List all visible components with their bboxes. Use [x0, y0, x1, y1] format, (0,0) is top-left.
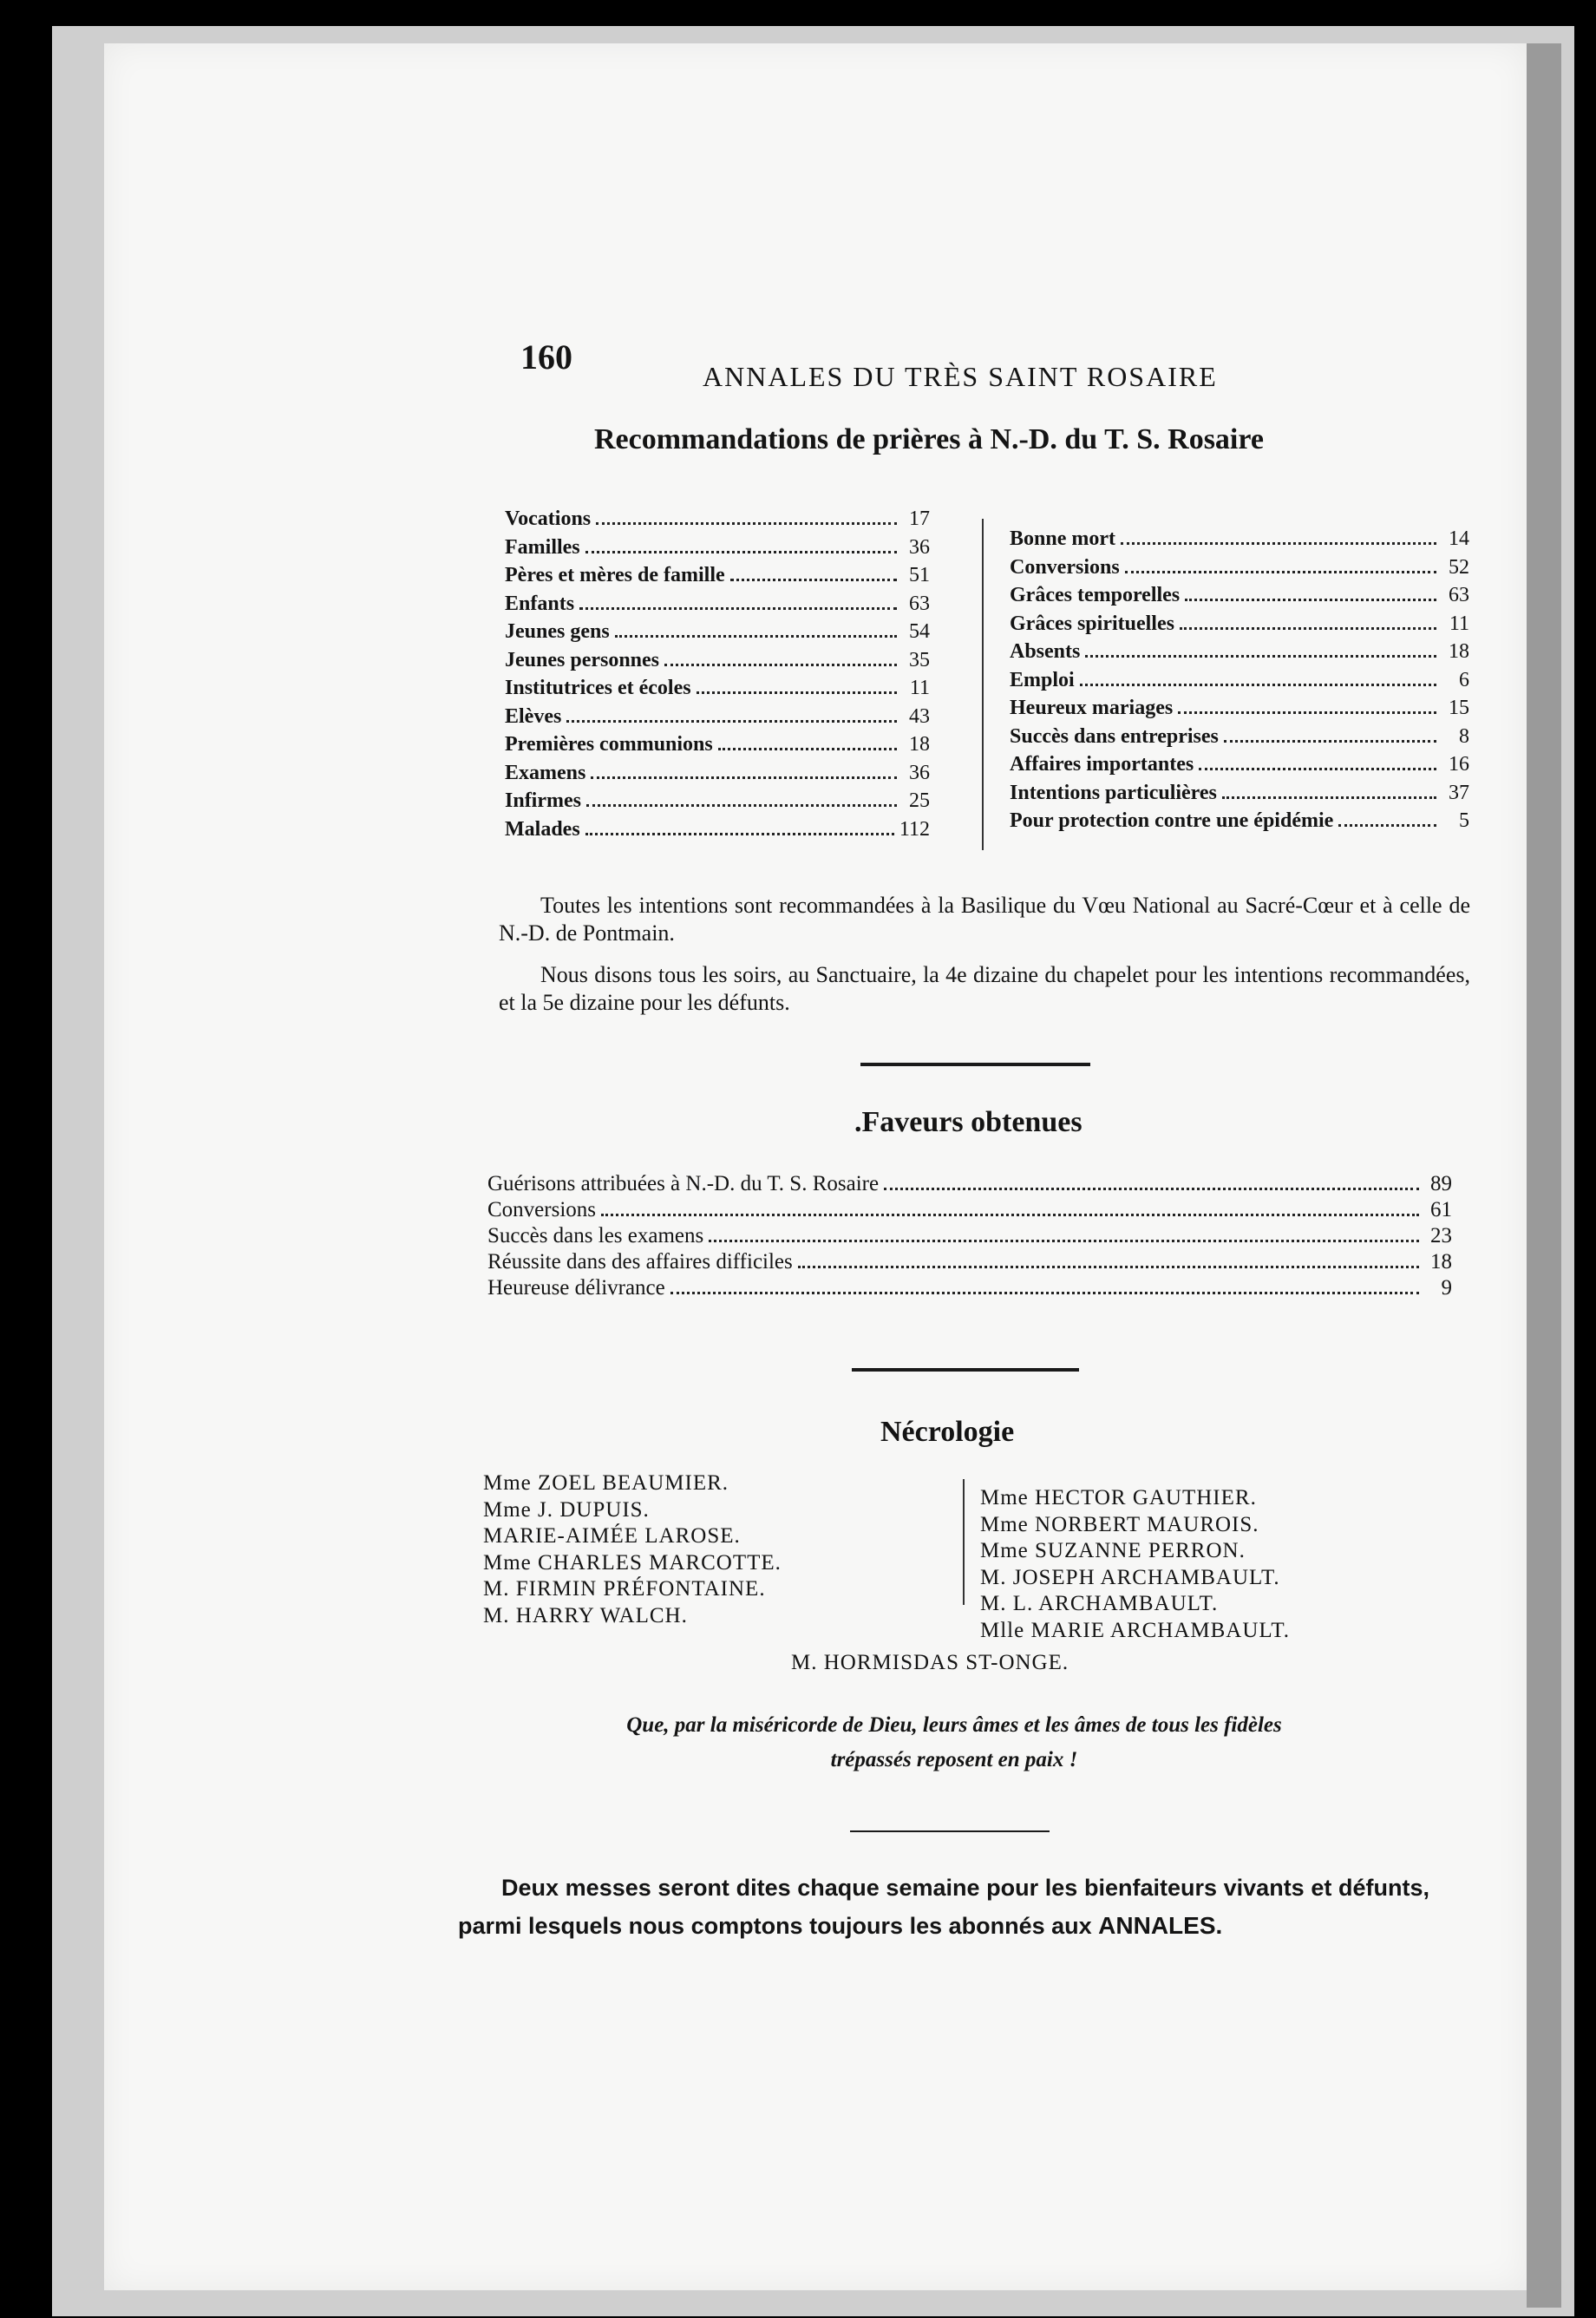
- list-item: Institutrices et écoles 11: [505, 677, 930, 699]
- list-item: Grâces temporelles 63: [1010, 584, 1469, 606]
- necrology-name: M. FIRMIN PRÉFONTAINE.: [483, 1577, 766, 1601]
- necrology-name: Mme ZOEL BEAUMIER.: [483, 1471, 729, 1495]
- epitaph-line-1: Que, par la miséricorde de Dieu, leurs âmes et les âmes de tous les fidèles: [626, 1713, 1282, 1737]
- necrology-name: Mme SUZANNE PERRON.: [980, 1539, 1246, 1562]
- list-item: Familles 36: [505, 535, 930, 559]
- recommendations-title: Recommandations de prières à N.-D. du T. S. Rosaire: [594, 423, 1264, 455]
- list-item: Emploi 6: [1010, 668, 1469, 691]
- list-item: Examens 36: [505, 761, 930, 784]
- column-divider: [982, 519, 984, 850]
- favors-title: .Faveurs obtenues: [854, 1106, 1083, 1138]
- list-item: Jeunes gens 54: [505, 620, 930, 643]
- necrology-name: Mme CHARLES MARCOTTE.: [483, 1550, 782, 1575]
- list-item: Heureuse délivrance 9: [487, 1276, 1452, 1300]
- list-item: Absents 18: [1010, 640, 1469, 663]
- section-divider: [852, 1368, 1079, 1372]
- rosary-note: Nous disons tous les soirs, au Sanctuaire, la 4e dizaine du chapelet pour les intentions recommandées, et la 5e dizaine pour les défunts.: [499, 962, 1470, 1015]
- intentions-note: Toutes les intentions sont recommandées à la Basilique du Vœu National au Sacré-Cœur et à celle de N.-D. de Pontmain.: [499, 893, 1470, 946]
- list-item: Heureux mariages 15: [1010, 697, 1469, 719]
- list-item: Guérisons attribuées à N.-D. du T. S. Rosaire 89: [487, 1172, 1452, 1195]
- necrology-name-centered: M. HORMISDAS ST-ONGE.: [791, 1651, 1069, 1674]
- section-divider: [850, 1830, 1050, 1832]
- list-item: Intentions particulières 37: [1010, 781, 1469, 804]
- epitaph-line-2: trépassés reposent en paix !: [830, 1748, 1078, 1771]
- necrology-title: Nécrologie: [880, 1416, 1015, 1448]
- necrology-name: Mlle MARIE ARCHAMBAULT.: [980, 1618, 1291, 1642]
- list-item: Succès dans entreprises 8: [1010, 724, 1469, 748]
- list-item: Conversions 52: [1010, 555, 1469, 579]
- list-item: Pour protection contre une épidémie 5: [1010, 809, 1469, 832]
- closing-text: Deux messes seront dites chaque semaine pour les bienfaiteurs vivants et défunts, parmi lesquels nous comptons toujours les abonnés aux: [458, 1875, 1429, 1939]
- list-item: Malades 112: [505, 817, 930, 841]
- necrology-right-column: [980, 1485, 1290, 1644]
- book-binding-shadow: [1527, 43, 1561, 2308]
- list-item: Bonne mort 14: [1010, 527, 1469, 550]
- list-item: Infirmes 25: [505, 789, 930, 812]
- list-item: Affaires importantes 16: [1010, 753, 1469, 776]
- list-item: Pères et mères de famille 51: [505, 564, 930, 586]
- recommendations-right-column: [1010, 525, 1469, 835]
- list-item: Réussite dans des affaires difficiles 18: [487, 1250, 1452, 1274]
- list-item: Jeunes personnes 35: [505, 648, 930, 671]
- document-page: [104, 43, 1527, 2290]
- list-item: Elèves 43: [505, 704, 930, 728]
- necrology-name: M. JOSEPH ARCHAMBAULT.: [980, 1565, 1280, 1589]
- necrology-name: Mme J. DUPUIS.: [483, 1497, 650, 1522]
- list-item: Succès dans les examens 23: [487, 1224, 1452, 1247]
- closing-emphasis: ANNALES.: [1098, 1912, 1223, 1939]
- running-title: ANNALES DU TRÈS SAINT ROSAIRE: [703, 361, 1218, 392]
- necrology-left-column: [483, 1470, 782, 1629]
- column-divider: [963, 1479, 965, 1605]
- favors-list: [487, 1171, 1452, 1301]
- necrology-name: MARIE-AIMÉE LAROSE.: [483, 1524, 741, 1548]
- section-divider: [860, 1063, 1090, 1066]
- necrology-name: Mme HECTOR GAUTHIER.: [980, 1486, 1257, 1509]
- necrology-name: Mme NORBERT MAUROIS.: [980, 1512, 1259, 1536]
- list-item: Premières communions 18: [505, 733, 930, 756]
- necrology-name: M. HARRY WALCH.: [483, 1603, 688, 1627]
- page-number: 160: [520, 337, 572, 377]
- closing-paragraph: [458, 1869, 1429, 1945]
- necrology-name: M. L. ARCHAMBAULT.: [980, 1592, 1219, 1615]
- list-item: Grâces spirituelles 11: [1010, 612, 1469, 635]
- list-item: Conversions 61: [487, 1198, 1452, 1221]
- list-item: Vocations 17: [505, 507, 930, 530]
- recommendations-left-column: [505, 505, 930, 843]
- list-item: Enfants 63: [505, 592, 930, 615]
